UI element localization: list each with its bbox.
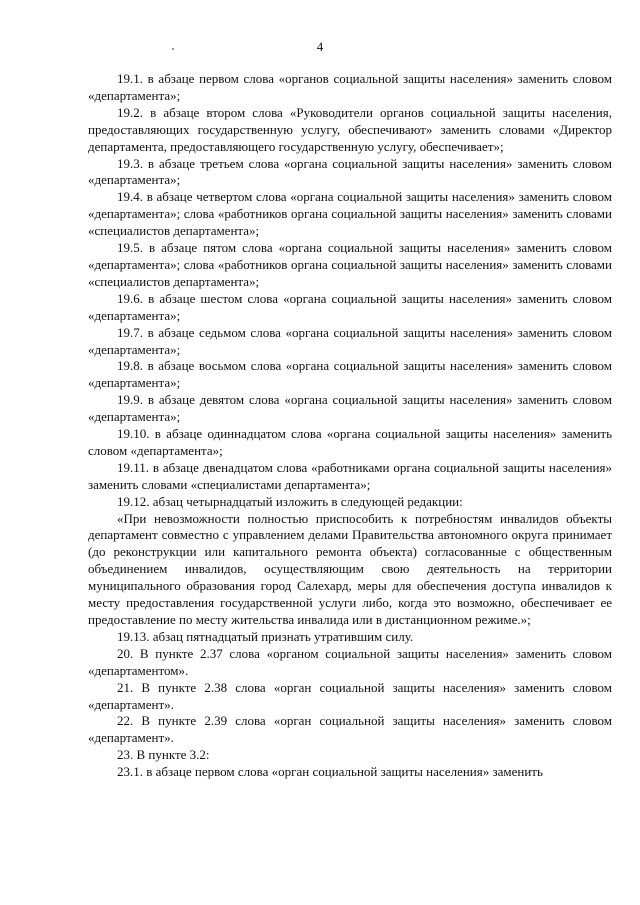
- paragraph-19-10: 19.10. в абзаце одиннадцатом слова «органа социальной защиты населения» заменить словом «департамента»;: [88, 426, 612, 458]
- paragraph-19-1: 19.1. в абзаце первом слова «органов социальной защиты населения» заменить словом «департамента»;: [88, 71, 612, 103]
- paragraph-19-11: 19.11. в абзаце двенадцатом слова «работниками органа социальной защиты населения» заменить словами «специалистами департамента»;: [88, 459, 612, 492]
- paragraph-19-12: 19.12. абзац четырнадцатый изложить в следующей редакции:: [117, 493, 463, 509]
- paragraph-23: 23. В пункте 3.2:: [117, 747, 210, 763]
- paragraph-23-1: 23.1. в абзаце первом слова «орган социальной защиты населения» заменить: [117, 764, 543, 780]
- page-number: 4: [316, 39, 324, 54]
- paragraph-19-6: 19.6. в абзаце шестом слова «органа социальной защиты населения» заменить словом «департамента»;: [88, 290, 612, 323]
- paragraph-19-5: 19.5. в абзаце пятом слова «органа социальной защиты населения» заменить словом «департамента»; слова «работников органа социальной защиты населения» заменить словами «специалистов департамента»;: [88, 240, 612, 289]
- paragraph-19-9: 19.9. в абзаце девятом слова «органа социальной защиты населения» заменить словом «департамента»;: [88, 392, 612, 425]
- paragraph-19-7: 19.7. в абзаце седьмом слова «органа социальной защиты населения» заменить словом «департамента»;: [88, 324, 612, 357]
- document-body: [88, 71, 612, 781]
- paragraph-19-3: 19.3. в абзаце третьем слова «органа социальной защиты населения» заменить словом «департамента»;: [88, 155, 612, 188]
- paragraph-19-8: 19.8. в абзаце восьмом слова «органа социальной защиты населения» заменить словом «департамента»;: [88, 358, 612, 391]
- paragraph-20: 20. В пункте 2.37 слова «органом социальной защиты населения» заменить словом «департаментом».: [88, 645, 612, 678]
- paragraph-21: 21. В пункте 2.38 слова «орган социальной защиты населения» заменить словом «департамент».: [88, 679, 612, 712]
- paragraph-22: 22. В пункте 2.39 слова «орган социальной защиты населения» заменить словом «департамент».: [88, 713, 612, 746]
- paragraph-19-4: 19.4. в абзаце четвертом слова «органа социальной защиты населения» заменить словом «департамента»; слова «работников органа социальной защиты населения» заменить словами «специалистов департамента»;: [88, 189, 612, 239]
- paragraph-19-2: 19.2. в абзаце втором слова «Руководители органов социальной защиты населения, предоставляющих государственную услугу, обеспечивают» заменить словами «Директор департамента, предоставляющего государственную услугу, обеспечивает»;: [88, 104, 612, 154]
- quoted-new-text: «При невозможности полностью приспособить к потребностям инвалидов объекты департамент совместно с управлением делами Правительства автономного округа принимает (до реконструкции или капитального ремонта объекта) согласованные с общественным объединением инвалидов, осуществляющим свою деятельность на территории муниципального образования город Салехард, меры для обеспечения доступа инвалидов к месту предоставления государственной услуги либо, когда это возможно, обеспечивает ее предоставление по месту жительства инвалида или в дистанционном режиме.»;: [88, 510, 612, 627]
- paragraph-19-13: 19.13. абзац пятнадцатый признать утратившим силу.: [117, 628, 414, 644]
